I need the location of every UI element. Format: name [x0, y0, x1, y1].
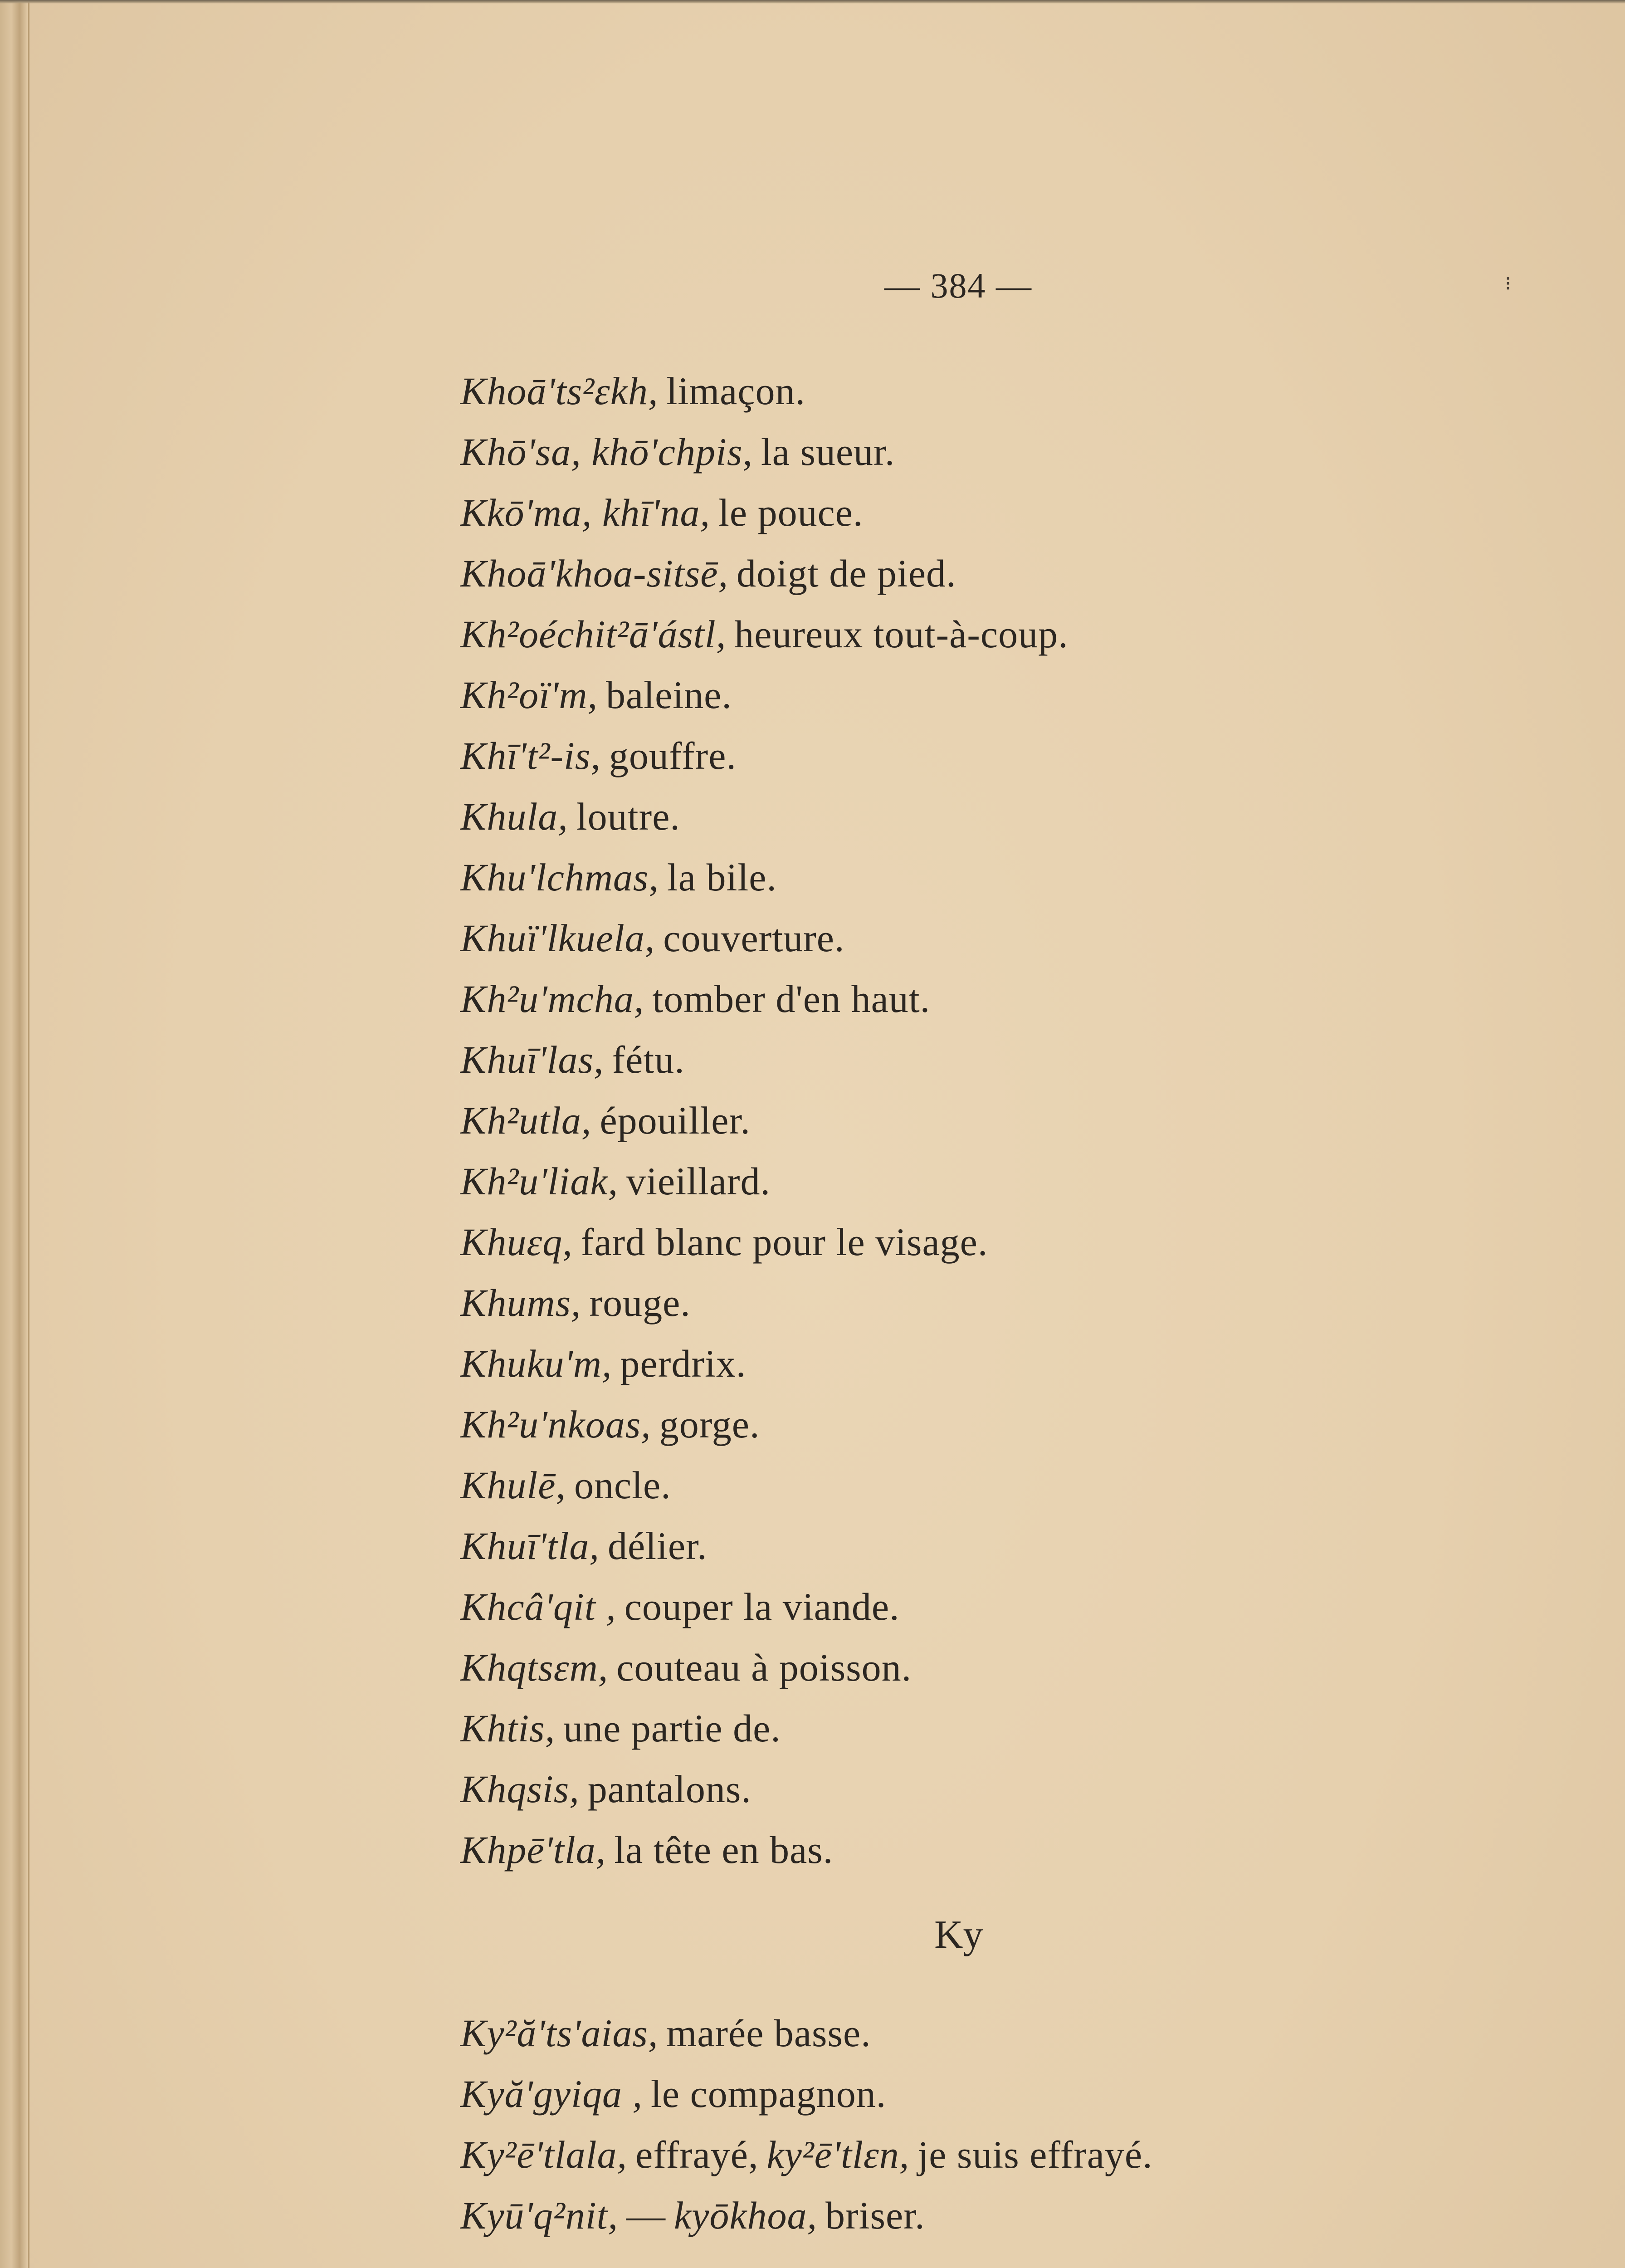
entry-definition: limaçon. [666, 369, 805, 413]
page-number: — 384 — [884, 266, 1032, 305]
dictionary-entry [460, 1637, 1549, 1698]
entry-headword: Kkō'ma, khī'na, [460, 491, 710, 534]
entry-definition: une partie de. [563, 1706, 781, 1750]
dictionary-entry [460, 847, 1549, 908]
entry-headword: Khuï'lkuela, [460, 916, 655, 960]
entry-definition: oncle. [574, 1463, 671, 1507]
dictionary-entries-k [460, 361, 1549, 1880]
entry-headword: Khuī'tla, [460, 1524, 600, 1568]
entry-headword: Kh²u'nkoas, [460, 1403, 651, 1446]
entry-variant-definition: je suis effrayé. [917, 2133, 1153, 2176]
entry-headword: Khuɛq, [460, 1220, 573, 1264]
entry-definition: gouffre. [609, 734, 737, 777]
entry-headword: Khcâ'qit , [460, 1585, 616, 1628]
dictionary-entry [460, 1576, 1549, 1637]
entry-headword: Kyă'gyiqa , [460, 2072, 643, 2116]
dictionary-entry [460, 421, 1549, 482]
dictionary-entry [460, 1515, 1549, 1576]
dictionary-entry [460, 1819, 1549, 1880]
dictionary-entry [460, 1333, 1549, 1394]
entry-headword: Khqsis, [460, 1767, 580, 1811]
dictionary-entry [460, 1212, 1549, 1272]
entry-headword: Kyū'q²nit, [460, 2194, 618, 2237]
entry-definition: vieillard. [626, 1159, 771, 1203]
dictionary-entry [460, 482, 1549, 543]
entry-definition: le compagnon. [651, 2072, 887, 2116]
dictionary-entry [460, 725, 1549, 786]
entry-headword: Kh²oéchit²ā'ástl, [460, 612, 727, 656]
dictionary-entry [460, 2003, 1594, 2063]
entry-definition: couverture. [663, 916, 845, 960]
entry-definition: tomber d'en haut. [652, 977, 931, 1021]
entry-headword: Khō'sa, khō'chpis, [460, 430, 753, 474]
entry-definition: la sueur. [761, 430, 895, 474]
dictionary-entry [460, 1759, 1549, 1819]
entry-headword: Kh²u'liak, [460, 1159, 618, 1203]
entry-definition: baleine. [606, 673, 732, 717]
dictionary-entry [460, 1394, 1549, 1455]
entry-definition: gorge. [659, 1403, 760, 1446]
dictionary-entry [460, 2063, 1594, 2124]
dictionary-entry [460, 968, 1549, 1029]
entry-headword: Khums, [460, 1281, 581, 1325]
dictionary-entry [460, 665, 1549, 725]
entry-headword: Khuī'las, [460, 1038, 604, 1081]
entry-headword: Khoā'ts²ɛkh, [460, 369, 659, 413]
dictionary-entry [460, 2185, 1594, 2246]
entry-headword: Khuku'm, [460, 1342, 612, 1385]
dictionary-entry [460, 1029, 1549, 1090]
entry-headword: Khpē'tla, [460, 1828, 606, 1872]
page-binding-edge [0, 0, 29, 2268]
entry-definition: heureux tout-à-coup. [734, 612, 1069, 656]
entry-headword: Ky²ē'tlala, [460, 2133, 628, 2176]
entry-variant-headword: kyōkhoa, [674, 2194, 818, 2237]
entry-definition: la bile. [667, 855, 777, 899]
entry-headword: Khula, [460, 795, 568, 838]
entry-definition: délier. [607, 1524, 708, 1568]
section-heading: Ky [934, 1913, 983, 1957]
entry-definition: marée basse. [666, 2011, 871, 2055]
entry-definition: la tête en bas. [614, 1828, 834, 1872]
entry-headword: Ky²ă'ts'aias, [460, 2011, 659, 2055]
dictionary-entries-ky [460, 2003, 1594, 2246]
entry-definition: doigt de pied. [736, 552, 956, 595]
entry-definition: fard blanc pour le visage. [581, 1220, 988, 1264]
entry-headword: Khī't²-is, [460, 734, 601, 777]
dictionary-entry [460, 361, 1549, 421]
entry-definition: effrayé, [635, 2133, 759, 2176]
entry-definition: perdrix. [620, 1342, 747, 1385]
page-top-edge [0, 0, 1625, 4]
entry-headword: Kh²u'mcha, [460, 977, 644, 1021]
dictionary-entry [460, 1151, 1549, 1212]
entry-headword: Khtis, [460, 1706, 556, 1750]
entry-definition: épouiller. [600, 1099, 751, 1142]
dictionary-entry [460, 786, 1549, 847]
entry-headword: Kh²oï'm, [460, 673, 598, 717]
entry-definition: fétu. [612, 1038, 685, 1081]
entry-variant-definition: briser. [825, 2194, 925, 2237]
dictionary-entry [460, 2124, 1594, 2185]
entry-headword: Khulē, [460, 1463, 566, 1507]
entry-definition: rouge. [589, 1281, 691, 1325]
entry-headword: Kh²utla, [460, 1099, 592, 1142]
margin-mark: ⁝ [1505, 273, 1511, 295]
dictionary-entry [460, 908, 1549, 968]
entry-definition: couper la viande. [624, 1585, 900, 1628]
entry-headword: Khu'lchmas, [460, 855, 659, 899]
entry-definition: loutre. [576, 795, 680, 838]
dictionary-entry [460, 543, 1549, 604]
dictionary-entry [460, 1698, 1549, 1759]
dictionary-entry [460, 1455, 1549, 1515]
dictionary-entry [460, 1272, 1549, 1333]
dictionary-entry [460, 604, 1549, 665]
entry-headword: Khoā'khoa-sitsē, [460, 552, 728, 595]
entry-definition: — [626, 2194, 666, 2237]
entry-headword: Khqtsɛm, [460, 1646, 609, 1689]
entry-definition: pantalons. [587, 1767, 752, 1811]
entry-definition: le pouce. [718, 491, 864, 534]
entry-variant-headword: ky²ē'tlɛn, [766, 2133, 910, 2176]
dictionary-entry [460, 1090, 1549, 1151]
entry-definition: couteau à poisson. [616, 1646, 912, 1689]
